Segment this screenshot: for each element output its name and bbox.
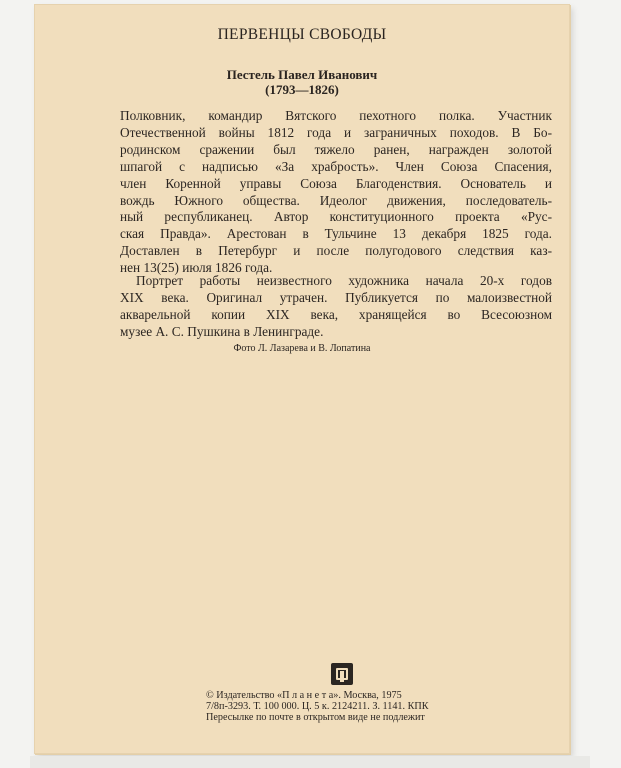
- portrait-note-line: музее А. С. Пушкина в Ленинграде.: [120, 323, 324, 339]
- series-title: ПЕРВЕНЦЫ СВОБОДЫ: [217, 26, 387, 43]
- person-years: (1793—1826): [265, 82, 339, 97]
- portrait-note-paragraph: [120, 273, 552, 341]
- biography-line: ская Правда». Арестован в Тульчине 13 декабря 1825 года.: [120, 226, 552, 242]
- imprint-line: 7/8п-3293. Т. 100 000. Ц. 5 к. 2124211. З. 1141. КПК: [206, 701, 429, 712]
- portrait-note-line: акварельной копии XIX века, хранящейся во Всесоюзном: [120, 306, 552, 322]
- imprint-line: © Издательство «П л а н е т а». Москва, 1975: [206, 690, 402, 701]
- portrait-note-line: XIX века. Оригинал утрачен. Публикуется по малоизвестной: [120, 289, 552, 305]
- publisher-imprint: [206, 690, 429, 723]
- biography-line: шпагой с надписью «За храбрость». Член Союза Спасения,: [120, 158, 552, 174]
- planeta-logo-icon: [331, 663, 353, 685]
- imprint-line: Пересылке по почте в открытом виде не подлежит: [206, 712, 425, 723]
- person-name: Пестель Павел Иванович: [226, 67, 378, 82]
- biography-line: ный республиканец. Автор конституционного проекта «Рус-: [120, 209, 552, 225]
- biography-line: родинском сражении был тяжело ранен, награжден золотой: [120, 141, 552, 157]
- scan-background-strip: [30, 756, 590, 768]
- biography-line: Отечественной войны 1812 года и заграничных походов. В Бо-: [120, 124, 552, 140]
- biography-line: вождь Южного общества. Идеолог движения, последователь-: [120, 192, 552, 208]
- biography-line: нен 13(25) июля 1826 года.: [120, 260, 273, 276]
- photo-credit: Фото Л. Лазарева и В. Лопатина: [233, 343, 371, 354]
- postcard: [34, 4, 570, 754]
- biography-line: член Коренной управы Союза Благоденствия. Основатель и: [120, 175, 552, 191]
- biography-line: Полковник, командир Вятского пехотного полка. Участник: [120, 108, 552, 123]
- biography-line: Доставлен в Петербург и после полугодового следствия каз-: [120, 243, 552, 259]
- portrait-note-line: Портрет работы неизвестного художника начала 20-х годов: [136, 273, 552, 288]
- biography-paragraph: [120, 108, 552, 277]
